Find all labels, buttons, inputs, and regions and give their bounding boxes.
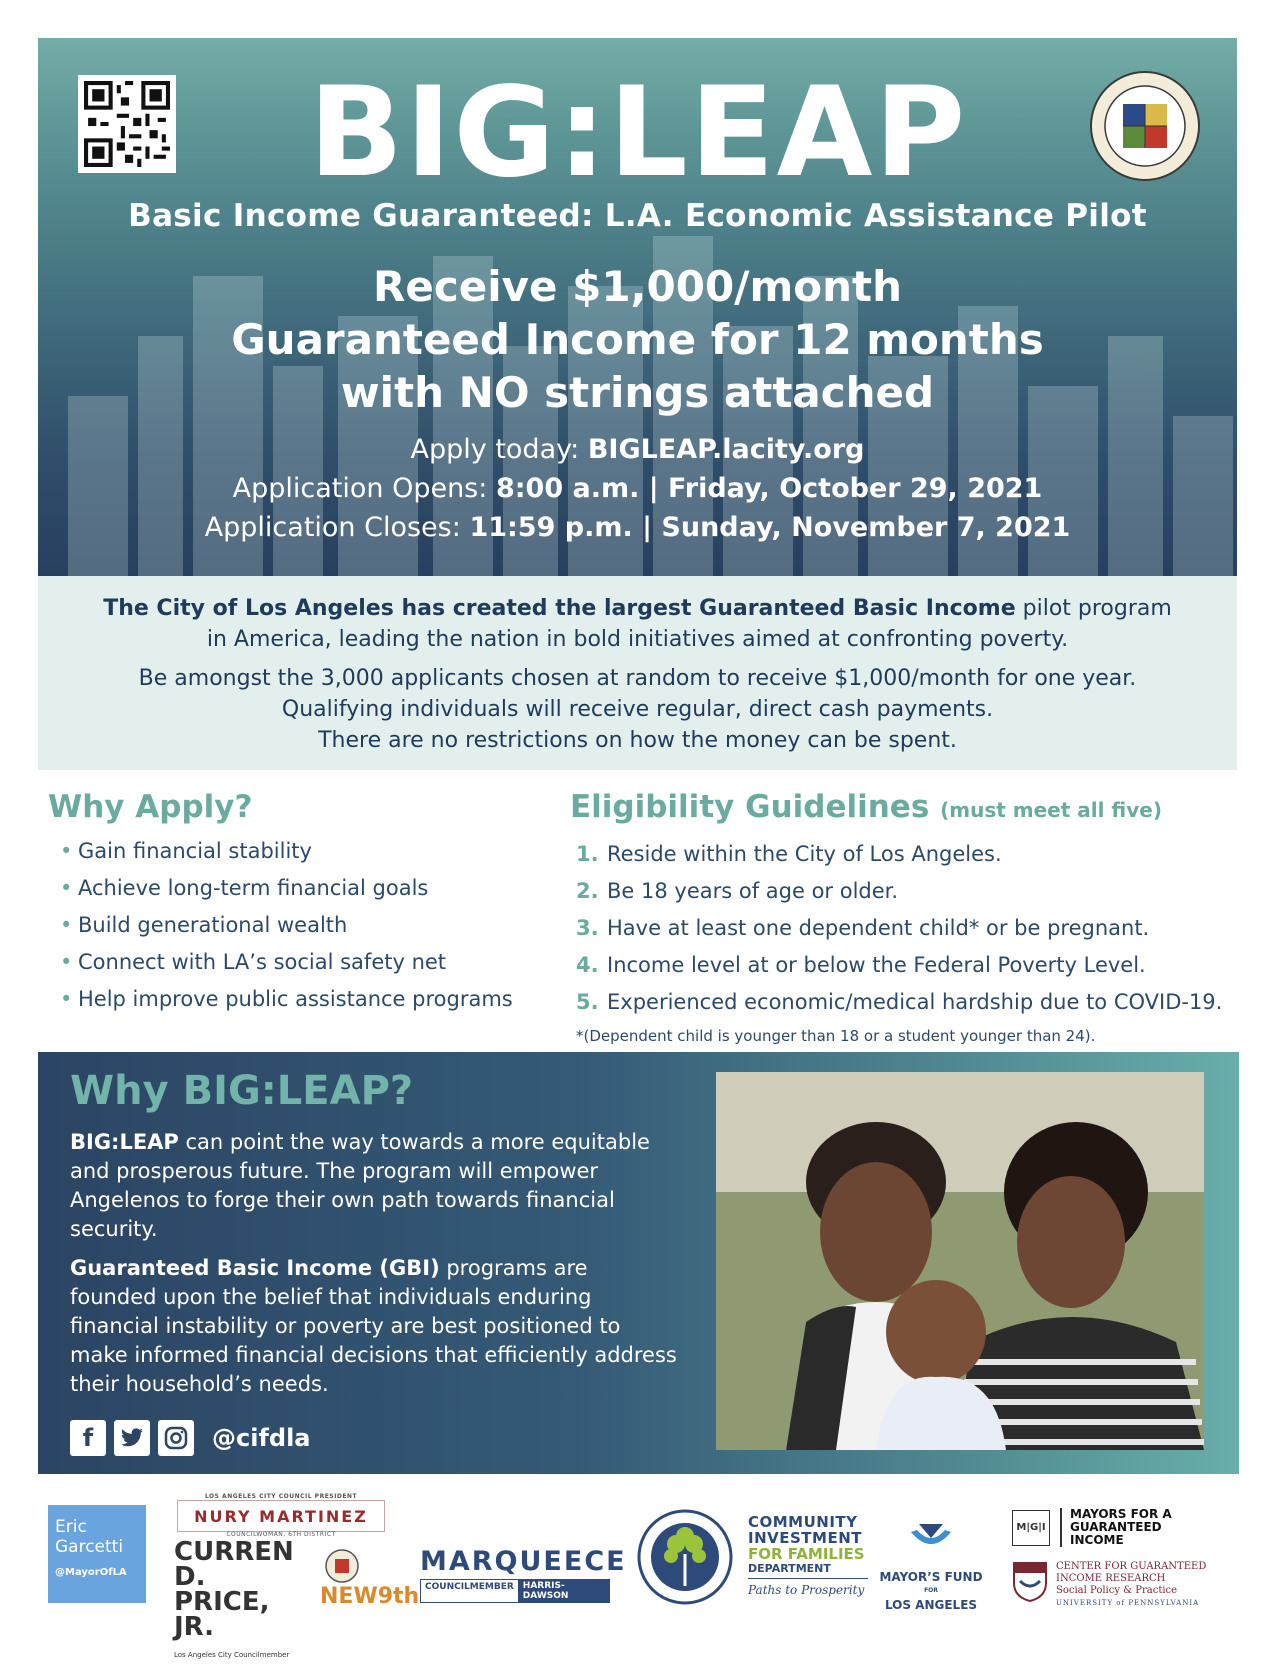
- why-big-leap-section: [38, 1052, 1239, 1474]
- new9-logo: [312, 1548, 420, 1610]
- hero-banner: [38, 38, 1237, 576]
- offer-line: Guaranteed Income for 12 months: [231, 315, 1044, 364]
- list-item: [48, 944, 568, 981]
- garcetti-handle: @MayorOfLA: [55, 1567, 127, 1578]
- list-number: 4.: [576, 953, 599, 977]
- mq-last: HARRIS-DAWSON: [519, 1579, 610, 1603]
- why-big-leap-text: [70, 1128, 680, 1399]
- list-item: [570, 910, 1250, 947]
- list-item-text: Income level at or below the Federal Poverty Level.: [607, 953, 1146, 977]
- nury-martinez-logo: [177, 1493, 385, 1538]
- nury-title: LOS ANGELES CITY COUNCIL PRESIDENT: [204, 1493, 358, 1500]
- qr-code[interactable]: [78, 75, 176, 173]
- eligibility-list: [570, 836, 1250, 1021]
- mgi-mark-icon: M|G|I: [1012, 1510, 1050, 1546]
- list-item: [48, 870, 568, 907]
- apply-url-link[interactable]: BIGLEAP.lacity.org: [587, 434, 865, 465]
- list-item-text: Have at least one dependent child* or be pregnant.: [607, 916, 1150, 940]
- city-seal-icon: [1089, 70, 1201, 182]
- price-line: CURREN D.: [174, 1537, 294, 1592]
- offer-line: with NO strings attached: [340, 368, 935, 417]
- mq-name: MARQUEECE: [420, 1546, 627, 1577]
- bullet-icon: •: [60, 987, 73, 1011]
- new9-text: NEW9th: [320, 1584, 420, 1609]
- cifd-line: DEPARTMENT: [748, 1562, 868, 1579]
- why-big-rest: programs are founded upon the belief that individuals enduring financial instability or poverty are best positioned to make informed financial decisions that efficiently address their household’s needs.: [70, 1256, 677, 1396]
- mf-line: MAYOR’S FUND: [879, 1570, 983, 1584]
- list-number: 2.: [576, 879, 599, 903]
- list-item: [570, 984, 1250, 1021]
- offer-headline: [38, 260, 1237, 419]
- price-role: Los Angeles City Councilmember: [174, 1651, 290, 1659]
- list-item-text: Help improve public assistance programs: [78, 987, 513, 1011]
- intro-line: There are no restrictions on how the money can be spent.: [318, 728, 957, 753]
- program-subtitle: Basic Income Guaranteed: L.A. Economic Assistance Pilot: [128, 198, 1147, 234]
- mq-role: COUNCILMEMBER: [420, 1579, 519, 1603]
- intro-bold: The City of Los Angeles has created the largest Guaranteed Basic Income: [103, 596, 1016, 621]
- eligibility-qualifier: (must meet all five): [940, 798, 1162, 822]
- why-big-paragraph: [70, 1254, 680, 1399]
- list-item: [48, 907, 568, 944]
- list-number: 5.: [576, 990, 599, 1014]
- mf-line: LOS ANGELES: [884, 1598, 978, 1612]
- list-item-text: Gain financial stability: [78, 839, 312, 863]
- cifd-line: FOR FAMILIES: [748, 1545, 865, 1563]
- closes-label: Application Closes:: [204, 512, 461, 543]
- list-item: [48, 833, 568, 870]
- nury-district: COUNCILWOMAN, 6TH DISTRICT: [226, 1531, 336, 1538]
- list-item-text: Achieve long-term financial goals: [78, 876, 429, 900]
- penn-shield-icon: [1012, 1561, 1048, 1603]
- why-big-paragraph: [70, 1128, 680, 1244]
- big-leap-logo: BIG:LEAP: [308, 61, 968, 205]
- mayors-fund-icon: [901, 1520, 961, 1560]
- list-number: 3.: [576, 916, 599, 940]
- intro-band: [38, 576, 1237, 770]
- why-apply-section: [48, 787, 568, 1018]
- list-item: [570, 947, 1250, 984]
- garcetti-last: Garcetti: [55, 1537, 124, 1557]
- family-photo: [716, 1072, 1204, 1450]
- list-item: [48, 981, 568, 1018]
- cifd-line: COMMUNITY: [748, 1513, 858, 1531]
- price-line: PRICE, JR.: [174, 1587, 270, 1642]
- mf-for: FOR: [924, 1587, 938, 1594]
- application-dates: [38, 430, 1237, 547]
- intro-line: in America, leading the nation in bold initiatives aimed at confronting poverty.: [206, 627, 1069, 652]
- mgi-cgir-logos: [1012, 1508, 1212, 1609]
- social-handle[interactable]: @cifdla: [212, 1424, 311, 1452]
- eligibility-section: [570, 787, 1250, 1045]
- intro-line: Be amongst the 3,000 applicants chosen at random to receive $1,000/month for one year.: [138, 666, 1137, 691]
- social-links: [70, 1420, 311, 1456]
- why-apply-title: Why Apply?: [48, 789, 253, 825]
- bullet-icon: •: [60, 913, 73, 937]
- list-item-text: Reside within the City of Los Angeles.: [607, 842, 1002, 866]
- intro-rest: pilot program: [1015, 596, 1172, 621]
- mgi-line: MAYORS FOR A: [1070, 1507, 1172, 1521]
- bullet-icon: •: [60, 839, 73, 863]
- eligibility-footnote: *(Dependent child is younger than 18 or a student younger than 24).: [576, 1027, 1096, 1045]
- cgir-line: Social Policy & Practice: [1056, 1585, 1178, 1596]
- closes-value: 11:59 p.m. | Sunday, November 7, 2021: [469, 512, 1071, 543]
- opens-value: 8:00 a.m. | Friday, October 29, 2021: [495, 473, 1043, 504]
- offer-line: Receive $1,000/month: [373, 262, 902, 311]
- eligibility-title: [570, 787, 1250, 830]
- list-item: [570, 836, 1250, 873]
- cifd-tagline: Paths to Prosperity: [748, 1583, 865, 1597]
- seal-icon: [324, 1548, 360, 1584]
- marqueece-logo: [420, 1546, 627, 1603]
- list-item: [570, 873, 1250, 910]
- intro-paragraph-2: [38, 663, 1237, 756]
- why-big-bold: Guaranteed Basic Income (GBI): [70, 1256, 440, 1280]
- nury-name: NURY MARTINEZ: [194, 1507, 368, 1526]
- list-item-text: Be 18 years of age or older.: [607, 879, 899, 903]
- cgir-line: INCOME RESEARCH: [1056, 1573, 1166, 1584]
- mgi-line: GUARANTEED: [1070, 1520, 1162, 1534]
- intro-paragraph-1: [38, 593, 1237, 655]
- list-item-text: Build generational wealth: [78, 913, 348, 937]
- cifd-logo: [748, 1514, 868, 1597]
- intro-line: Qualifying individuals will receive regular, direct cash payments.: [281, 697, 994, 722]
- qr-code-icon: [84, 81, 170, 167]
- bullet-icon: •: [60, 876, 73, 900]
- cifd-line: INVESTMENT: [748, 1529, 862, 1547]
- why-big-leap-title: Why BIG:LEAP?: [70, 1068, 414, 1114]
- twitter-icon[interactable]: [114, 1420, 150, 1456]
- partner-logos: [0, 1490, 1275, 1659]
- instagram-icon[interactable]: [158, 1420, 194, 1456]
- list-item-text: Experienced economic/medical hardship due to COVID-19.: [607, 990, 1223, 1014]
- city-of-la-tree-icon: [636, 1508, 734, 1606]
- opens-label: Application Opens:: [232, 473, 488, 504]
- cgir-line: UNIVERSITY of PENNSYLVANIA: [1056, 1599, 1200, 1607]
- bullet-icon: •: [60, 950, 73, 974]
- list-item-text: Connect with LA’s social safety net: [78, 950, 447, 974]
- why-big-bold: BIG:LEAP: [70, 1130, 179, 1154]
- mgi-line: INCOME: [1070, 1533, 1124, 1547]
- facebook-icon[interactable]: f: [70, 1420, 106, 1456]
- list-number: 1.: [576, 842, 599, 866]
- mayors-fund-logo: [876, 1520, 986, 1612]
- why-big-rest: can point the way towards a more equitable and prosperous future. The program will empower Angelenos to forge their own path towards financial security.: [70, 1130, 650, 1241]
- eligibility-title-text: Eligibility Guidelines: [570, 789, 930, 825]
- curren-price-logo: [174, 1537, 309, 1668]
- garcetti-logo: [48, 1505, 146, 1603]
- garcetti-first: Eric: [55, 1517, 87, 1537]
- apply-label: Apply today:: [410, 434, 580, 465]
- cgir-line: CENTER FOR GUARANTEED: [1056, 1561, 1207, 1572]
- why-apply-list: [48, 833, 568, 1018]
